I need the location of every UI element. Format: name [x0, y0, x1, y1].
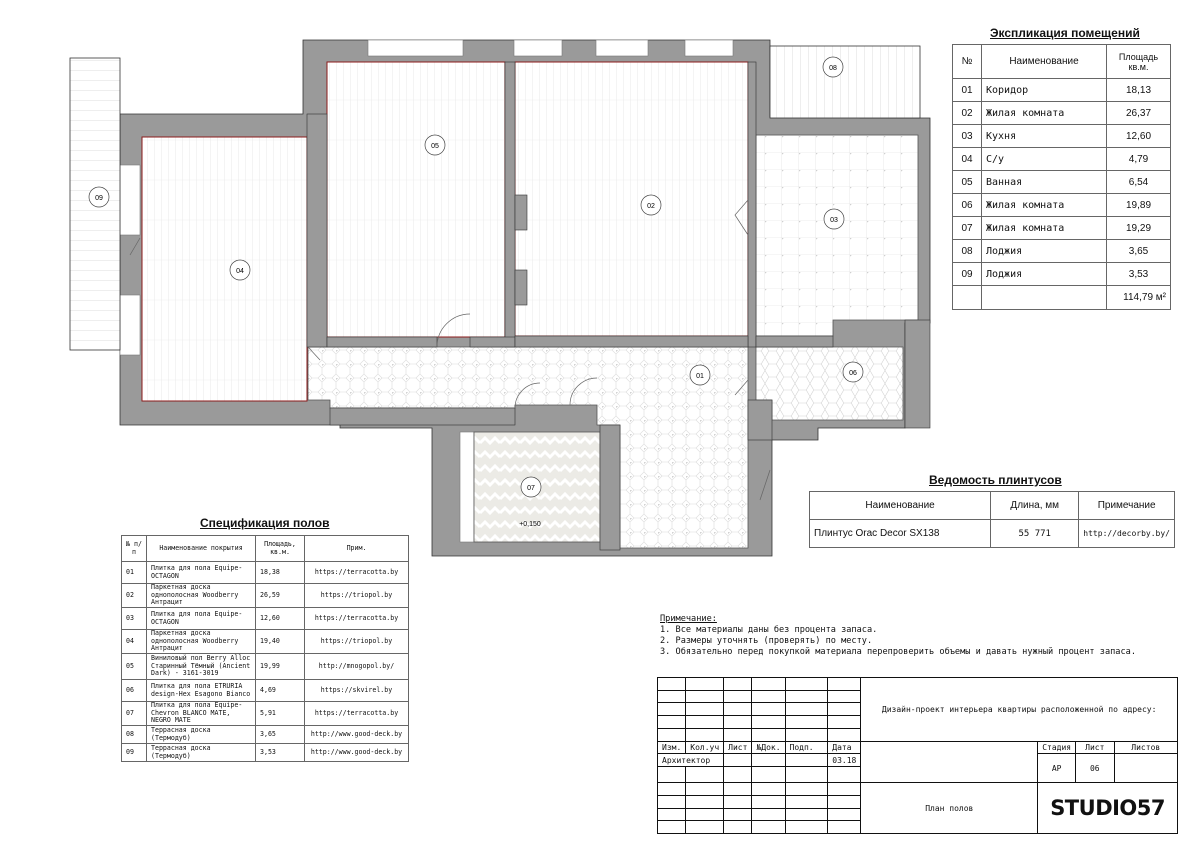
room-tag-label: 02 — [647, 203, 655, 210]
floor-spec-table — [121, 535, 409, 762]
spec-num: 05 — [122, 654, 147, 680]
stamp-col: Дата — [828, 741, 861, 754]
plinth-length: 55 771 — [991, 520, 1079, 548]
room-area: 3,53 — [1107, 263, 1171, 286]
room-area: 6,54 — [1107, 171, 1171, 194]
spec-note: http://www.good-deck.by — [305, 744, 409, 762]
rooms-table — [952, 44, 1171, 310]
sheet: 06 — [1076, 754, 1114, 783]
stamp-col: №Док. — [752, 741, 785, 754]
floor-spec-row — [122, 680, 409, 702]
rooms-table-row — [953, 125, 1171, 148]
spec-area: 19,99 — [256, 654, 305, 680]
note-line: 1. Все материалы даны без процента запаса. — [660, 625, 878, 635]
room-area: 4,79 — [1107, 148, 1171, 171]
sheet-label: Лист — [1076, 741, 1114, 754]
floor-spec-row — [122, 744, 409, 762]
stamp-col: Изм. — [658, 741, 686, 754]
header-name: Наименование — [982, 45, 1107, 79]
spec-note: https://terracotta.by — [305, 608, 409, 630]
spec-header-name: Наименование покрытия — [147, 536, 256, 562]
room-tag-label: 09 — [95, 195, 103, 202]
room-tag-label: 03 — [830, 217, 838, 224]
room-name: Лоджия — [982, 240, 1107, 263]
spec-area: 12,60 — [256, 608, 305, 630]
spec-num: 08 — [122, 726, 147, 744]
room-04 — [142, 137, 307, 401]
spec-name: Паркетная доска однополосная Woodberry Антрацит — [147, 630, 256, 654]
room-tag-label: 05 — [431, 143, 439, 150]
floor-spec-row — [122, 608, 409, 630]
window — [685, 40, 733, 56]
plinth-row — [810, 520, 1175, 548]
note-line: 3. Обязательно перед покупкой материала перепроверить объемы и давать нужный процент запаса. — [660, 647, 1136, 657]
room-02 — [515, 62, 748, 336]
window — [368, 40, 463, 56]
floor-spec-row — [122, 630, 409, 654]
rooms-table-title: Экспликация помещений — [990, 26, 1140, 40]
floor-spec-row — [122, 654, 409, 680]
room-tag-label: 06 — [849, 370, 857, 377]
rooms-table-row — [953, 171, 1171, 194]
room-tag-label: 01 — [696, 373, 704, 380]
plinth-header-length: Длина, мм — [991, 492, 1079, 520]
spec-note: https://terracotta.by — [305, 702, 409, 726]
window — [514, 40, 562, 56]
stamp-date: 03.18 — [828, 754, 861, 767]
room-num: 01 — [953, 79, 982, 102]
spec-area: 19,40 — [256, 630, 305, 654]
room-area: 18,13 — [1107, 79, 1171, 102]
spec-header-note: Прим. — [305, 536, 409, 562]
spec-area: 26,59 — [256, 584, 305, 608]
project-title: Дизайн-проект интерьера квартиры расположенной по адресу: — [861, 678, 1178, 742]
room-name: Лоджия — [982, 263, 1107, 286]
spec-area: 5,91 — [256, 702, 305, 726]
plinth-name: Плинтус Orac Decor SX138 — [810, 520, 991, 548]
room-num: 06 — [953, 194, 982, 217]
room-num: 05 — [953, 171, 982, 194]
plinth-note: http://decorby.by/ — [1079, 520, 1175, 548]
floor-spec-row — [122, 562, 409, 584]
spec-area: 3,65 — [256, 726, 305, 744]
room-tag-label: 07 — [527, 485, 535, 492]
stage-label: Стадия — [1038, 741, 1076, 754]
loggia-08 — [770, 46, 920, 118]
sheets-label: Листов — [1114, 741, 1178, 754]
spec-note: https://skvirel.by — [305, 680, 409, 702]
room-area: 19,29 — [1107, 217, 1171, 240]
window — [120, 295, 140, 355]
plinth-header-name: Наименование — [810, 492, 991, 520]
stamp-col: Подп. — [785, 741, 828, 754]
spec-num: 06 — [122, 680, 147, 702]
notes-heading: Примечание: — [660, 614, 717, 624]
rooms-table-row — [953, 240, 1171, 263]
room-num: 07 — [953, 217, 982, 240]
level-mark: +0,150 — [519, 521, 541, 528]
plinth-table-title: Ведомость плинтусов — [929, 473, 1062, 487]
floor-spec-title: Спецификация полов — [200, 516, 330, 530]
room-num: 08 — [953, 240, 982, 263]
header-num: № — [953, 45, 982, 79]
spec-name: Плитка для пола Equipe-Chevron BLANCO MATE, NEGRO MATE — [147, 702, 256, 726]
spec-name: Паркетная доска однополосная Woodberry Антрацит — [147, 584, 256, 608]
room-num: 03 — [953, 125, 982, 148]
room-name: Кухня — [982, 125, 1107, 148]
spec-num: 04 — [122, 630, 147, 654]
note-line: 2. Размеры уточнять (проверять) по месту. — [660, 636, 873, 646]
spec-note: https://triopol.by — [305, 584, 409, 608]
spec-name: Плитка для пола ETRURIA design-Hex Esagono Bianco — [147, 680, 256, 702]
role: Архитектор — [658, 754, 724, 767]
plinth-table — [809, 491, 1175, 548]
window — [120, 165, 140, 235]
spec-name: Террасная доска (Термодуб) — [147, 726, 256, 744]
floor-spec-row — [122, 726, 409, 744]
spec-header-num: № п/п — [122, 536, 147, 562]
window — [460, 432, 474, 542]
room-num: 02 — [953, 102, 982, 125]
room-name: Ванная — [982, 171, 1107, 194]
room-num: 04 — [953, 148, 982, 171]
spec-area: 4,69 — [256, 680, 305, 702]
plinth-header-note: Примечание — [1079, 492, 1175, 520]
spec-name: Плитка для пола Equipe-OCTAGON — [147, 562, 256, 584]
spec-num: 02 — [122, 584, 147, 608]
spec-num: 09 — [122, 744, 147, 762]
rooms-table-row — [953, 217, 1171, 240]
floor-spec-row — [122, 702, 409, 726]
room-03 — [756, 135, 918, 336]
stamp-col: Кол.уч — [686, 741, 724, 754]
floor-spec-header — [122, 536, 409, 562]
spec-num: 03 — [122, 608, 147, 630]
rooms-table-header — [953, 45, 1171, 79]
room-06 — [756, 347, 903, 420]
stage: АР — [1038, 754, 1076, 783]
stamp-col: Лист — [724, 741, 752, 754]
rooms-table-row — [953, 102, 1171, 125]
rooms-total-row — [953, 286, 1171, 310]
rooms-table-row — [953, 79, 1171, 102]
spec-num: 01 — [122, 562, 147, 584]
room-name: Жилая комната — [982, 102, 1107, 125]
window — [596, 40, 648, 56]
spec-name: Виниловый пол Berry Alloc Старинный Тёмный (Ancient Dark) - 3161-3019 — [147, 654, 256, 680]
floor-spec-row — [122, 584, 409, 608]
notes — [660, 614, 1136, 658]
header-area: Площадь кв.м. — [1107, 45, 1171, 79]
spec-area: 3,53 — [256, 744, 305, 762]
room-name: Жилая комната — [982, 217, 1107, 240]
spec-note: http://www.good-deck.by — [305, 726, 409, 744]
room-area: 26,37 — [1107, 102, 1171, 125]
room-name: Жилая комната — [982, 194, 1107, 217]
title-block — [657, 677, 1178, 834]
spec-num: 07 — [122, 702, 147, 726]
room-area: 3,65 — [1107, 240, 1171, 263]
rooms-table-row — [953, 194, 1171, 217]
plinth-header — [810, 492, 1175, 520]
logo: STUDIO57 — [1038, 783, 1178, 834]
spec-note: https://triopol.by — [305, 630, 409, 654]
room-num: 09 — [953, 263, 982, 286]
room-05 — [327, 62, 505, 337]
spec-note: https://terracotta.by — [305, 562, 409, 584]
spec-header-area: Площадь, кв.м. — [256, 536, 305, 562]
room-tag-label: 08 — [829, 65, 837, 72]
rooms-table-row — [953, 148, 1171, 171]
rooms-total: 114,79 м² — [1107, 286, 1171, 310]
drawing-title: План полов — [861, 783, 1038, 834]
room-name: С/у — [982, 148, 1107, 171]
rooms-table-row — [953, 263, 1171, 286]
room-tag-label: 04 — [236, 268, 244, 275]
spec-name: Террасная доска (Термодуб) — [147, 744, 256, 762]
spec-name: Плитка для пола Equipe-OCTAGON — [147, 608, 256, 630]
spec-area: 18,38 — [256, 562, 305, 584]
room-area: 12,60 — [1107, 125, 1171, 148]
room-name: Коридор — [982, 79, 1107, 102]
room-area: 19,89 — [1107, 194, 1171, 217]
sheets — [1114, 754, 1178, 783]
spec-note: http://mnogopol.by/ — [305, 654, 409, 680]
